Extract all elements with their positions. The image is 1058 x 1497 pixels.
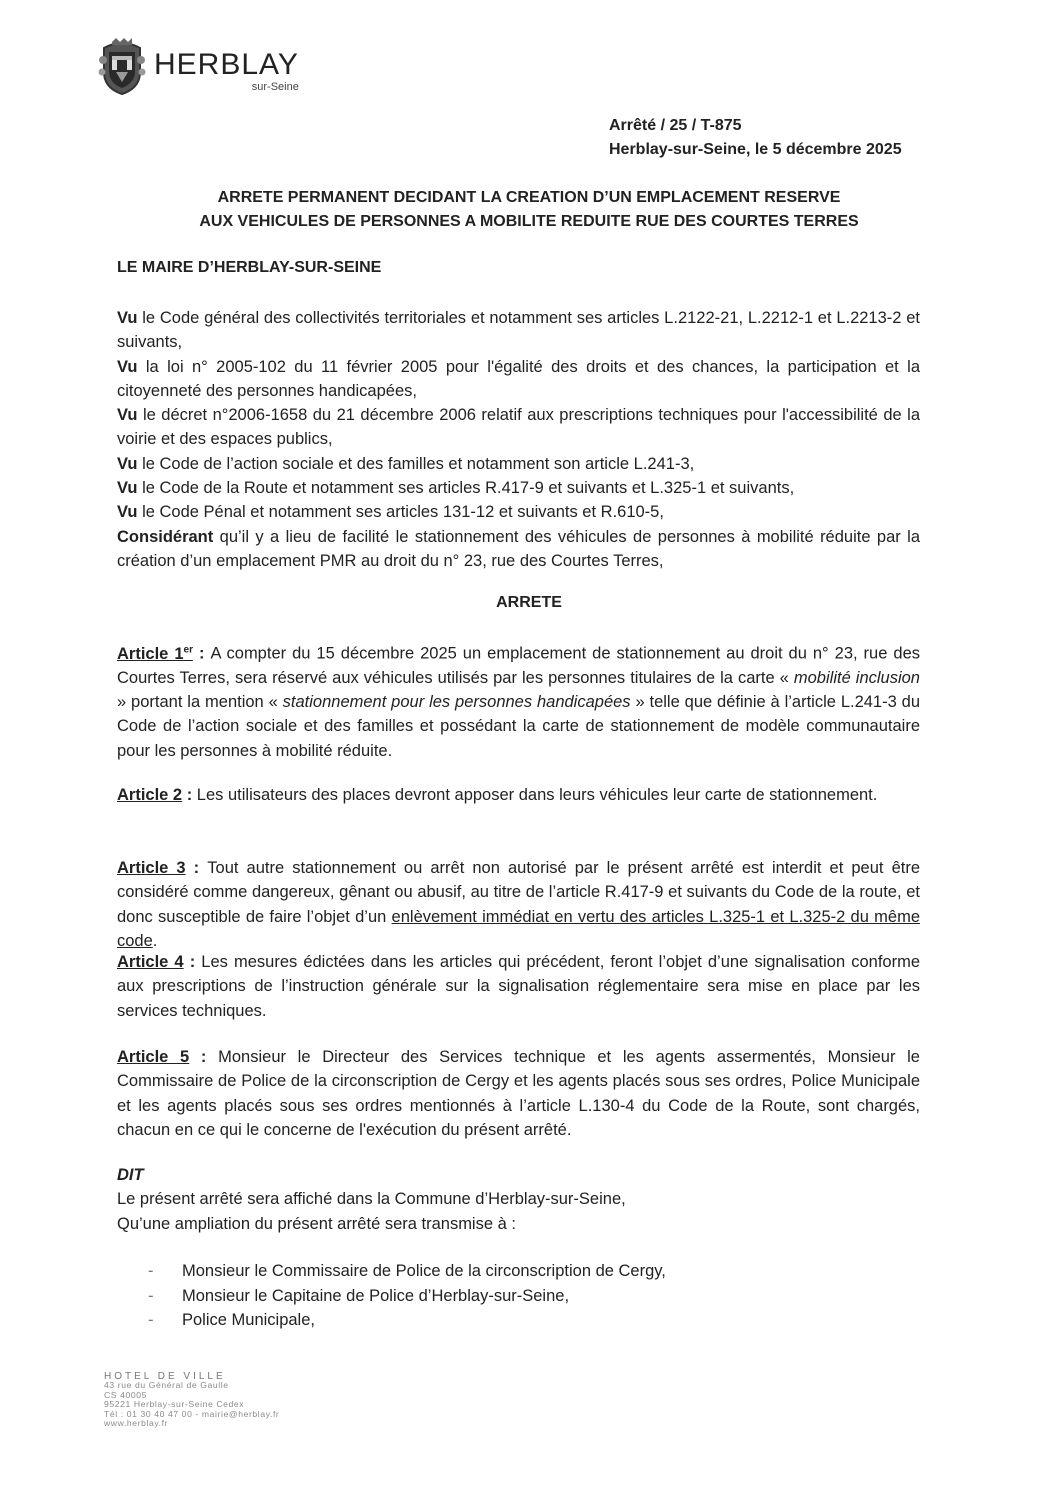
article-underlined: enlèvement immédiat en vertu des articles L.325-1 et L.325-2 du même code <box>117 907 920 950</box>
recipients-list <box>148 1259 666 1333</box>
considerant-item <box>117 306 920 355</box>
article-text: Les mesures édictées dans les articles qui précédent, feront l’objet d’une signalisation conforme aux prescriptions de l’instruction générale sur la signalisation réglementaire sera mise en place par les services techniques. <box>117 953 920 1020</box>
considerant-item <box>117 452 920 476</box>
recipient-item <box>148 1308 666 1333</box>
article-label <box>117 645 193 663</box>
recipient-text: Monsieur le Capitaine de Police d’Herblay-sur-Seine, <box>182 1286 570 1305</box>
article-separator: : <box>183 953 202 971</box>
article-text: » portant la mention « <box>117 693 283 712</box>
considerants <box>117 306 920 573</box>
footer-website[interactable]: www.herblay.fr <box>104 1418 169 1429</box>
considerant-text: qu’il y a lieu de facilité le stationnement des véhicules de personnes à mobilité réduite par la création d’un emplacement PMR au droit du n° 23, rue des Courtes Terres, <box>117 527 920 570</box>
document-title <box>0 186 1058 234</box>
title-line-1: ARRETE PERMANENT DECIDANT LA CREATION D’UN EMPLACEMENT RESERVE <box>217 189 841 206</box>
article-text: . <box>152 931 158 950</box>
decree-reference: Arrêté / 25 / T-875 <box>609 117 742 134</box>
recipient-text: Police Municipale, <box>182 1311 315 1329</box>
article-number: Article 1 <box>117 644 184 663</box>
herblay-logo <box>98 38 299 96</box>
dit-label: DIT <box>117 1166 144 1184</box>
considerant-item <box>117 500 920 524</box>
footer-cs: CS 40005 <box>104 1389 148 1400</box>
article-superscript: er <box>183 644 193 655</box>
considerant-lead: Vu <box>117 503 138 522</box>
decision-heading: ARRETE <box>496 594 562 611</box>
dit-section <box>117 1163 920 1236</box>
considerant-item <box>117 476 920 500</box>
dit-line-2: Qu’une ampliation du présent arrêté sera transmise à : <box>117 1214 516 1233</box>
considerant-lead: Vu <box>117 406 138 425</box>
dit-line-1: Le présent arrêté sera affiché dans la Commune d’Herblay-sur-Seine, <box>117 1190 626 1209</box>
article-label: Article 3 <box>117 859 186 877</box>
article-separator: : <box>185 859 208 877</box>
article-2 <box>117 783 920 807</box>
footer-street: 43 rue du Général de Gaulle <box>104 1380 229 1391</box>
coat-of-arms-icon <box>98 38 146 96</box>
authority: LE MAIRE D’HERBLAY-SUR-SEINE <box>117 259 382 276</box>
considerant-text: le Code de la Route et notamment ses articles R.417-9 et suivants et L.325-1 et suivants, <box>137 479 795 498</box>
article-text: Monsieur le Directeur des Services technique et les agents assermentés, Monsieur le Commissaire de Police de la circonscription de Cergy et les agents placés sous ses ordres, Police Municipale et les agents placés sous ses ordres mentionnés à l’article L.130-4 du Code de la Route, sont chargés, chacun en ce qui le concerne de l'exécution du présent arrêté. <box>117 1048 920 1139</box>
article-text: Les utilisateurs des places devront apposer dans leurs véhicules leur carte de stationnement. <box>196 786 878 804</box>
considerant-lead: Considérant <box>117 527 214 546</box>
considerant-item <box>117 355 920 404</box>
place-date: Herblay-sur-Seine, le 5 décembre 2025 <box>609 141 902 158</box>
article-label: Article 2 <box>117 786 183 804</box>
article-4 <box>117 950 920 1023</box>
article-separator: : <box>189 1048 219 1066</box>
recipient-item <box>148 1284 666 1309</box>
footer-address <box>104 1372 279 1428</box>
article-italic: mobilité inclusion <box>793 668 920 687</box>
considerant-lead: Vu <box>117 479 138 498</box>
article-separator: : <box>182 786 197 804</box>
article-3 <box>117 856 920 953</box>
dash-bullet: - <box>148 1262 154 1280</box>
article-5 <box>117 1045 920 1142</box>
article-italic: stationnement pour les personnes handicapées <box>282 693 631 712</box>
title-line-2: AUX VEHICULES DE PERSONNES A MOBILITE REDUITE RUE DES COURTES TERRES <box>199 213 859 230</box>
considerant-text: le Code de l’action sociale et des familles et notamment son article L.241-3, <box>137 454 695 473</box>
logo-subtitle: sur-Seine <box>251 80 299 93</box>
footer-name: HOTEL DE VILLE <box>104 1371 226 1382</box>
dash-bullet: - <box>148 1311 154 1329</box>
considerant-text: la loi n° 2005-102 du 11 février 2005 pour l'égalité des droits et des chances, la participation et la citoyenneté des personnes handicapées, <box>117 357 920 400</box>
article-text: » telle que définie à l’article L.241-3 du Code de l’action sociale et des familles et possédant la carte de stationnement de modèle communautaire pour les personnes à mobilité réduite. <box>117 693 921 760</box>
footer-contact: Tél : 01 30 40 47 00 - mairie@herblay.fr <box>104 1408 280 1419</box>
article-1 <box>117 638 920 763</box>
dash-bullet: - <box>148 1286 154 1305</box>
footer-city: 95221 Herblay-sur-Seine Cedex <box>104 1399 245 1410</box>
considerant-text: le Code général des collectivités territoriales et notamment ses articles L.2122-21, L.2212-1 et L.2213-2 et suivants, <box>117 309 920 352</box>
article-text: A compter du 15 décembre 2025 un emplacement de stationnement au droit du n° 23, rue des Courtes Terres, sera réservé aux véhicules utilisés par les personnes titulaires de la carte « <box>117 644 920 687</box>
considerant-lead: Vu <box>117 454 138 473</box>
logo-name: HERBLAY <box>154 47 299 81</box>
article-label: Article 5 <box>117 1048 190 1066</box>
considerant-item <box>117 403 920 452</box>
considerant-lead: Vu <box>117 309 138 327</box>
considerant-text: le Code Pénal et notamment ses articles 131-12 et suivants et R.610-5, <box>137 503 664 522</box>
reference-block <box>609 114 902 162</box>
article-label: Article 4 <box>117 953 184 971</box>
article-separator: : <box>192 644 211 663</box>
article-text: Tout autre stationnement ou arrêt non autorisé par le présent arrêté est interdit et peut être considéré comme dangereux, gênant ou abusif, au titre de l’article R.417-9 et suivants du Code de la route, et donc susceptible de faire l’objet d’un <box>117 859 920 926</box>
recipient-text: Monsieur le Commissaire de Police de la circonscription de Cergy, <box>182 1262 666 1280</box>
considerant-lead: Vu <box>117 357 138 376</box>
considerant-text: le décret n°2006-1658 du 21 décembre 2006 relatif aux prescriptions techniques pour l'accessibilité de la voirie et des espaces publics, <box>117 406 920 449</box>
considerant-item <box>117 525 920 574</box>
recipient-item <box>148 1259 666 1284</box>
